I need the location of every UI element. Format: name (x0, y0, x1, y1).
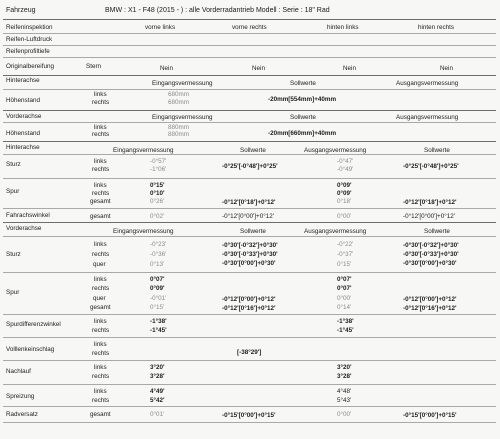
sollwert-2: -0°12'[0°16']+0°12' (403, 305, 457, 312)
side-rechts: rechts (92, 99, 110, 106)
value-out: 3°20' (337, 364, 352, 371)
side-rechts: rechts (92, 285, 110, 292)
value-in: 5°42' (150, 397, 165, 404)
value-out: 0°07' (337, 285, 352, 292)
col-sollwerte: Sollwerte (240, 147, 266, 154)
side-links: links (94, 318, 107, 325)
sollwert: -0°12'[0°18']+0°12' (222, 199, 276, 206)
value-out: 0°00' (337, 213, 352, 220)
hoehenstand-soll: -20mm[554mm]+40mm (268, 96, 337, 103)
value-in: -0°23' (150, 241, 167, 248)
value-in: 0°15' (150, 182, 165, 189)
nachlauf-label: Nachlauf (6, 368, 31, 375)
col-sollwerte: Sollwerte (290, 80, 316, 87)
divider (3, 422, 496, 423)
divider (3, 360, 496, 361)
sollwert: -0°30'[-0°33']+0°30' (222, 251, 278, 258)
sollwert: -0°30'[-0°32']+0°30' (222, 242, 278, 249)
col-vorne-rechts: vorne rechts (232, 24, 267, 31)
sollwert: -0°12'[0°00']+0°12' (222, 296, 276, 303)
col-ausgangsvermessung: Ausgangsvermessung (304, 228, 367, 235)
divider (3, 19, 496, 20)
value-out: 3°28' (337, 373, 352, 380)
originalbereifung-vl: Nein (160, 65, 173, 72)
value-in: -0°36' (150, 251, 167, 258)
hoehenstand-hr: 680mm (168, 99, 189, 106)
value-out: 4°48' (337, 388, 352, 395)
sollwert-2: -0°12'[0°18']+0°12' (403, 199, 457, 206)
value-in: 3°20' (150, 364, 165, 371)
side-links: links (94, 124, 107, 131)
value-in: -1°45' (150, 327, 167, 334)
side-gesamt: gesamt (90, 304, 111, 311)
radversatz-label: Radversatz (6, 411, 38, 418)
value-in: 0°10' (150, 190, 165, 197)
fahrachswinkel-label: Fahrachswinkel (6, 212, 50, 219)
spur-label: Spur (6, 188, 20, 195)
row-label-reifeninspektion: Reifeninspektion (6, 24, 53, 31)
side-quer: quer (93, 261, 106, 268)
hoehenstand-hl: 680mm (168, 91, 189, 98)
value-out: -0°49' (337, 166, 354, 173)
section-hinterachse-top: Hinterachse (6, 77, 40, 84)
value-out: 0°09' (337, 182, 352, 189)
value-in: -0°01' (150, 295, 167, 302)
divider (3, 141, 496, 142)
divider (3, 314, 496, 315)
sollwert: [-38°29'] (237, 349, 262, 356)
originalbereifung-stern: Stern (86, 63, 102, 70)
spurdifferenzwinkel-label: Spurdifferenzwinkel (6, 321, 61, 328)
divider (3, 337, 496, 338)
spur-label: Spur (6, 289, 20, 296)
sollwert-2: -0°12'[0°00']+0°12' (403, 296, 457, 303)
value-out: 0°18' (337, 198, 352, 205)
sollwert: -0°12'[0°00']+0°12' (222, 213, 274, 220)
side-gesamt: gesamt (90, 213, 111, 220)
sollwert: -0°25'[-0°48']+0°25' (222, 163, 278, 170)
side-links: links (94, 364, 107, 371)
col-eingangsvermessung: Eingangsvermessung (113, 147, 174, 154)
side-links: links (94, 158, 107, 165)
side-gesamt: gesamt (90, 198, 111, 205)
originalbereifung-vr: Nein (252, 65, 265, 72)
value-out: 0°07' (337, 276, 352, 283)
col-sollwerte-2: Sollwerte (424, 147, 450, 154)
value-in: 0°09' (150, 285, 165, 292)
side-rechts: rechts (92, 166, 110, 173)
originalbereifung-hl: Nein (343, 65, 356, 72)
sollwert-2: -0°15'[0°00']+0°15' (403, 412, 457, 419)
hoehenstand-vl: 880mm (168, 124, 189, 131)
col-vorne-links: vorne links (145, 24, 176, 31)
side-quer: quer (93, 295, 106, 302)
divider (3, 178, 496, 179)
value-out: -1°45' (337, 327, 354, 334)
col-ausgangsvermessung: Ausgangsvermessung (304, 147, 367, 154)
hoehenstand-label: Höhenstand (6, 130, 40, 137)
sollwert-2: -0°12'[0°00']+0°12' (403, 213, 455, 220)
value-out: -0°37' (337, 251, 354, 258)
side-gesamt: gesamt (90, 411, 111, 418)
value-in: 0°07' (150, 276, 165, 283)
side-rechts: rechts (92, 327, 110, 334)
side-links: links (94, 388, 107, 395)
col-eingangsvermessung: Eingangsvermessung (152, 80, 213, 87)
divider (3, 406, 496, 407)
side-rechts: rechts (92, 131, 110, 138)
col-hinten-rechts: hinten rechts (418, 24, 455, 31)
value-out: -1°38' (337, 318, 354, 325)
value-out: -0°47' (337, 158, 354, 165)
section-hinterachse: Hinterachse (6, 144, 40, 151)
side-links: links (94, 341, 107, 348)
col-eingangsvermessung: Eingangsvermessung (113, 228, 174, 235)
col-ausgangsvermessung: Ausgangsvermessung (396, 114, 459, 121)
sollwert-2: -0°25'[-0°48']+0°25' (403, 163, 459, 170)
hoehenstand-label: Höhenstand (6, 97, 40, 104)
value-in: 4°49' (150, 388, 165, 395)
value-out: 0°00' (337, 411, 352, 418)
value-out: 0°00' (337, 295, 352, 302)
value-out: -0°22' (337, 241, 354, 248)
row-label-reifenprofiltiefe: Reifenprofiltiefe (6, 48, 50, 55)
sollwert: -0°12'[0°16']+0°12' (222, 305, 276, 312)
originalbereifung-hr: Nein (440, 65, 453, 72)
row-label-originalbereifung: Originalbereifung (6, 63, 54, 70)
col-sollwerte: Sollwerte (290, 114, 316, 121)
volllenkeinschlag-label: Volllenkeinschlag (6, 346, 55, 353)
section-vorderachse: Vorderachse (6, 225, 42, 232)
spreizung-label: Spreizung (6, 393, 35, 400)
side-links: links (94, 91, 107, 98)
divider (3, 236, 496, 237)
side-rechts: rechts (92, 373, 110, 380)
side-rechts: rechts (92, 190, 110, 197)
side-links: links (94, 241, 107, 248)
divider (3, 154, 496, 155)
side-rechts: rechts (92, 350, 110, 357)
divider (3, 222, 496, 223)
divider (3, 272, 496, 273)
value-in: 0°01' (150, 411, 165, 418)
divider (3, 384, 496, 385)
value-out: 0°14' (337, 304, 352, 311)
side-links: links (94, 276, 107, 283)
value-out: 5°43' (337, 397, 352, 404)
hoehenstand-soll: -20mm[660mm]+40mm (268, 130, 337, 137)
sturz-label: Sturz (6, 251, 21, 258)
value-in: -1°06' (150, 166, 167, 173)
value-out: 0°15' (337, 261, 352, 268)
value-in: -1°38' (150, 318, 167, 325)
value-in: 0°13' (150, 261, 165, 268)
value-in: 0°26' (150, 198, 165, 205)
divider (3, 45, 496, 46)
sollwert: -0°30'[0°00']+0°30' (222, 260, 276, 267)
divider (3, 208, 496, 209)
sollwert-2: -0°30'[0°00']+0°30' (403, 260, 457, 267)
value-out: 0°09' (337, 190, 352, 197)
sollwert-2: -0°30'[-0°32']+0°30' (403, 242, 459, 249)
value-in: 3°28' (150, 373, 165, 380)
sturz-label: Sturz (6, 161, 21, 168)
col-sollwerte-2: Sollwerte (424, 228, 450, 235)
divider (3, 57, 496, 58)
col-ausgangsvermessung: Ausgangsvermessung (396, 80, 459, 87)
section-vorderachse-top: Vorderachse (6, 113, 42, 120)
fahrzeug-label: Fahrzeug (6, 7, 36, 14)
vehicle-description: BMW : X1 - F48 (2015 - ) : alle Vorderradantrieb Modell : Serie : 18" Rad (105, 7, 330, 14)
side-links: links (94, 182, 107, 189)
col-eingangsvermessung: Eingangsvermessung (152, 114, 213, 121)
col-hinten-links: hinten links (327, 24, 359, 31)
side-rechts: rechts (92, 251, 110, 258)
hoehenstand-vr: 880mm (168, 131, 189, 138)
value-in: 0°15' (150, 304, 165, 311)
value-in: 0°02' (150, 213, 165, 220)
sollwert: -0°15'[0°00']+0°15' (222, 412, 276, 419)
divider (3, 89, 496, 90)
divider (3, 122, 496, 123)
divider (3, 75, 496, 76)
divider (3, 33, 496, 34)
sollwert-2: -0°30'[-0°33']+0°30' (403, 251, 459, 258)
divider (3, 110, 496, 111)
row-label-reifen-luftdruck: Reifen-Luftdruck (6, 36, 53, 43)
side-rechts: rechts (92, 397, 110, 404)
col-sollwerte: Sollwerte (240, 228, 266, 235)
value-in: -0°57' (150, 158, 167, 165)
